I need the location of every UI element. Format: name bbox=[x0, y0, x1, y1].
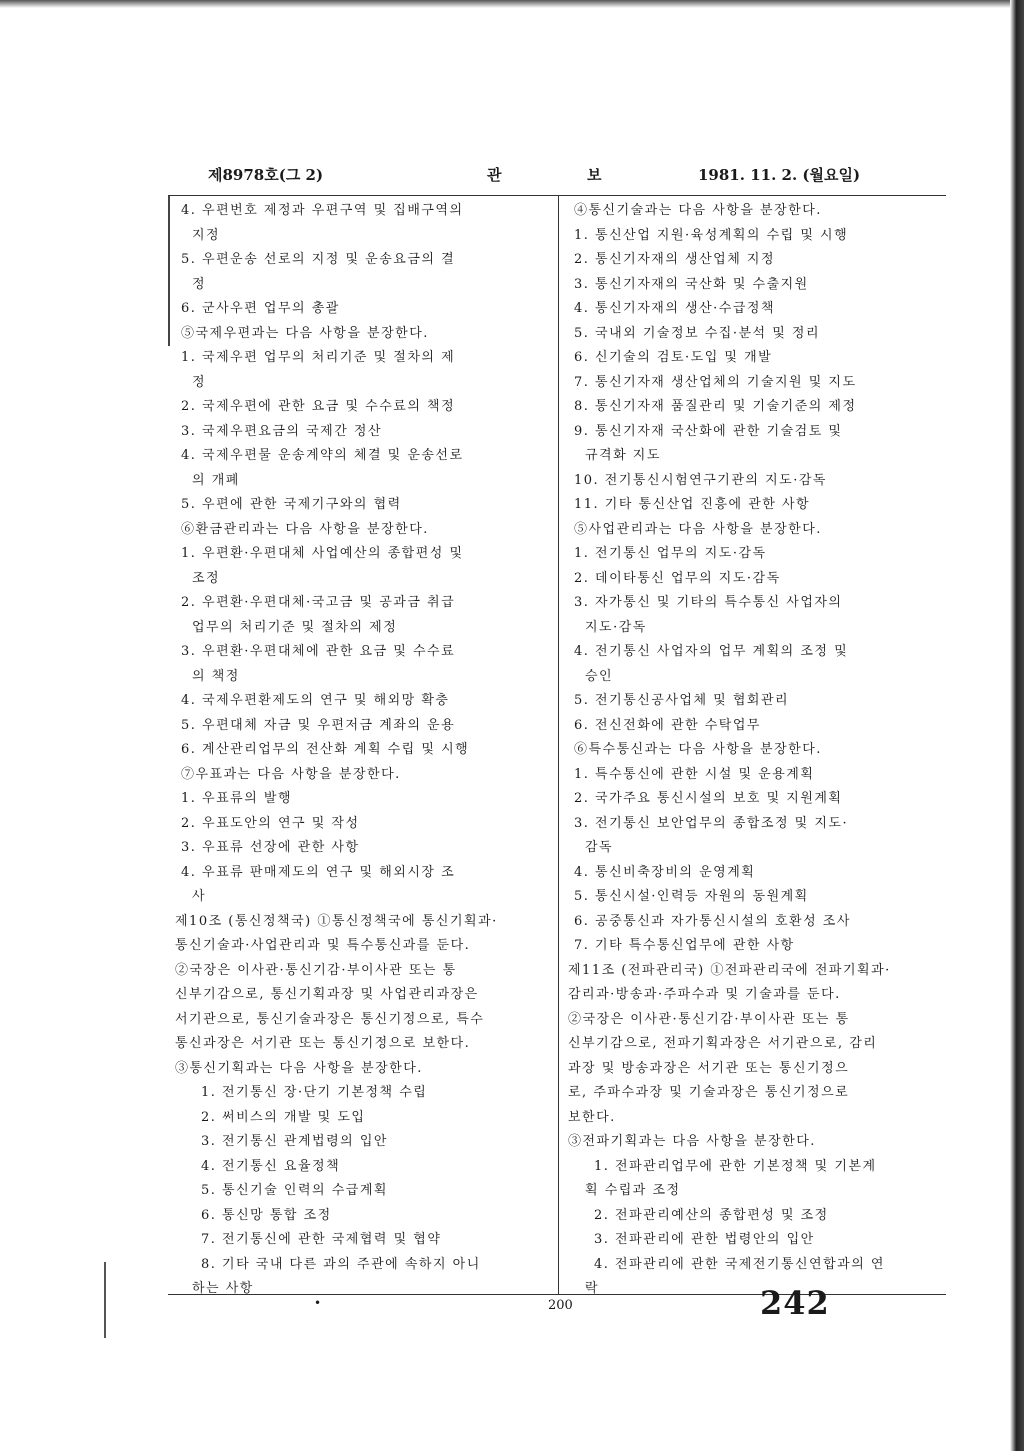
text-line: 4. 국제우편환제도의 연구 및 해외망 확충 bbox=[181, 693, 450, 708]
text-line: 5. 통신시설·인력등 자원의 동원계획 bbox=[574, 889, 809, 904]
text-line: 1. 전기통신 장·단기 기본정책 수립 bbox=[201, 1085, 428, 1100]
scan-edge-top bbox=[0, 0, 1024, 8]
text-line: 7. 기타 특수통신업무에 관한 사항 bbox=[574, 938, 795, 953]
text-line: 1. 전기통신 업무의 지도·감독 bbox=[574, 546, 767, 561]
text-line: 사 bbox=[192, 889, 207, 904]
text-line: 3. 자가통신 및 기타의 특수통신 사업자의 bbox=[574, 595, 843, 610]
text-frame bbox=[168, 195, 946, 1295]
text-line: 1. 국제우편 업무의 처리기준 및 절차의 제 bbox=[181, 350, 456, 365]
text-line: 3. 국제우편요금의 국제간 정산 bbox=[181, 423, 382, 439]
text-line: 3. 전기통신 관계법령의 입안 bbox=[201, 1134, 388, 1149]
text-line: 2. 전파관리예산의 종합편성 및 조정 bbox=[594, 1207, 829, 1223]
text-line: 과장 및 방송과장은 서기관 또는 통신기정으 bbox=[568, 1060, 850, 1076]
text-line: ③전파기획과는 다음 사항을 분장한다. bbox=[568, 1134, 816, 1149]
text-line: 5. 통신기술 인력의 수급계획 bbox=[201, 1183, 388, 1198]
text-line: 7. 전기통신에 관한 국제협력 및 협약 bbox=[201, 1232, 442, 1247]
text-line: 2. 우표도안의 연구 및 작성 bbox=[181, 815, 360, 831]
text-line: 정 bbox=[192, 374, 207, 390]
text-line: 2. 우편환·우편대체·국고금 및 공과금 취급 bbox=[181, 595, 456, 610]
text-line: 5. 우편운송 선로의 지정 및 운송요금의 결 bbox=[181, 252, 456, 267]
text-line: 9. 통신기자재 국산화에 관한 기술검토 및 bbox=[574, 423, 843, 439]
right-column bbox=[568, 199, 943, 1302]
text-line: 4. 국제우편물 운송계약의 체결 및 운송선로 bbox=[181, 448, 464, 463]
stamped-page-number: 242 bbox=[760, 1284, 830, 1322]
text-line: 6. 신기술의 검토·도입 및 개발 bbox=[574, 350, 773, 365]
text-line: 통신기술과·사업관리과 및 특수통신과를 둔다. bbox=[175, 938, 471, 953]
publication-date: 1981. 11. 2. (월요일) bbox=[698, 166, 861, 184]
text-line: 1. 특수통신에 관한 시설 및 운용계획 bbox=[574, 766, 815, 782]
text-line: 3. 통신기자재의 국산화 및 수출지원 bbox=[574, 276, 809, 292]
text-line: 6. 전신전화에 관한 수탁업무 bbox=[574, 717, 761, 733]
text-line: ②국장은 이사관·통신기감·부이사관 또는 통 bbox=[175, 962, 457, 978]
text-line: 제10조 (통신정책국) ①통신정책국에 통신기획과· bbox=[175, 913, 498, 929]
text-line: ⑥환금관리과는 다음 사항을 분장한다. bbox=[181, 521, 429, 537]
text-line: 획 수립과 조정 bbox=[585, 1183, 681, 1198]
text-line: 5. 국내외 기술정보 수집·분석 및 정리 bbox=[574, 325, 821, 341]
text-line: 제11조 (전파관리국) ①전파관리국에 전파기획과· bbox=[568, 962, 891, 978]
text-line: 통신과장은 서기관 또는 통신기정으로 보한다. bbox=[175, 1036, 471, 1051]
text-line: 2. 써비스의 개발 및 도입 bbox=[201, 1109, 366, 1125]
text-line: 승인 bbox=[585, 668, 614, 684]
text-line: 7. 통신기자재 생산업체의 기술지원 및 지도 bbox=[574, 374, 857, 390]
text-line: 감리과·방송과·주파수과 및 기술과를 둔다. bbox=[568, 987, 841, 1002]
text-line: 4. 전기통신 요율정책 bbox=[201, 1158, 341, 1174]
text-line: ⑥특수통신과는 다음 사항을 분장한다. bbox=[574, 742, 822, 757]
left-margin-rule bbox=[168, 196, 170, 346]
text-line: 감독 bbox=[585, 840, 614, 855]
issue-number: 제8978호(그 2) bbox=[208, 166, 324, 184]
footer-dot: • bbox=[314, 1296, 322, 1310]
text-line: 업무의 처리기준 및 절차의 제정 bbox=[192, 619, 398, 635]
text-line: ③통신기획과는 다음 사항을 분장한다. bbox=[175, 1060, 423, 1076]
text-line: 4. 우편번호 제정과 우편구역 및 집배구역의 bbox=[181, 203, 464, 218]
text-line: 신부기감으로, 전파기획과장은 서기관으로, 감리 bbox=[568, 1036, 878, 1051]
text-line: 서기관으로, 통신기술과장은 통신기정으로, 특수 bbox=[175, 1011, 485, 1027]
text-line: 신부기감으로, 통신기획과장 및 사업관리과장은 bbox=[175, 987, 479, 1002]
text-line: 1. 전파관리업무에 관한 기본정책 및 기본계 bbox=[594, 1158, 877, 1174]
text-line: 5. 우편에 관한 국제기구와의 협력 bbox=[181, 497, 402, 512]
text-line: 4. 전파관리에 관한 국제전기통신연합과의 연 bbox=[594, 1256, 885, 1272]
text-line: 6. 계산관리업무의 전산화 계획 수립 및 시행 bbox=[181, 742, 470, 757]
text-line: 3. 우표류 선장에 관한 사항 bbox=[181, 840, 360, 855]
text-line: 조정 bbox=[192, 570, 221, 586]
text-line: ⑤사업관리과는 다음 사항을 분장한다. bbox=[574, 521, 822, 537]
text-line: 3. 우편환·우편대체에 관한 요금 및 수수료 bbox=[181, 644, 456, 659]
text-line: 8. 기타 국내 다른 과의 주관에 속하지 아니 bbox=[201, 1256, 481, 1272]
text-line: 6. 통신망 통합 조정 bbox=[201, 1207, 332, 1223]
text-line: 의 개폐 bbox=[192, 472, 240, 488]
text-line: 5. 우편대체 자금 및 우편저금 계좌의 운용 bbox=[181, 717, 456, 733]
text-line: 의 책정 bbox=[192, 668, 240, 684]
text-line: 8. 통신기자재 품질관리 및 기술기준의 제정 bbox=[574, 399, 857, 414]
gazette-title-gwan: 관 bbox=[487, 166, 502, 184]
text-line: 3. 전기통신 보안업무의 종합조정 및 지도· bbox=[574, 815, 849, 831]
text-line: 1. 우편환·우편대체 사업예산의 종합편성 및 bbox=[181, 546, 464, 561]
text-line: 4. 전기통신 사업자의 업무 계획의 조정 및 bbox=[574, 644, 849, 659]
page-header bbox=[175, 160, 945, 190]
text-line: 3. 전파관리에 관한 법령안의 입안 bbox=[594, 1232, 815, 1247]
text-line: ④통신기술과는 다음 사항을 분장한다. bbox=[574, 203, 822, 218]
column-divider bbox=[558, 196, 559, 1294]
scan-edge-right bbox=[1010, 0, 1024, 1451]
text-line: 하는 사항 bbox=[192, 1281, 254, 1296]
text-line: 2. 국가주요 통신시설의 보호 및 지원계획 bbox=[574, 791, 843, 806]
text-line: 6. 공중통신과 자가통신시설의 호환성 조사 bbox=[574, 913, 851, 929]
text-line: 4. 통신비축장비의 운영계획 bbox=[574, 864, 756, 880]
text-line: 지정 bbox=[192, 227, 221, 243]
left-column bbox=[175, 199, 547, 1302]
page-number: 200 bbox=[548, 1298, 573, 1313]
text-line: 보한다. bbox=[568, 1109, 616, 1125]
text-line: 2. 데이타통신 업무의 지도·감독 bbox=[574, 570, 781, 586]
text-line: ②국장은 이사관·통신기감·부이사관 또는 통 bbox=[568, 1011, 850, 1027]
text-line: 1. 통신산업 지원·육성계획의 수립 및 시행 bbox=[574, 227, 849, 243]
text-line: 4. 통신기자재의 생산·수급정책 bbox=[574, 301, 775, 316]
text-line: 락 bbox=[585, 1281, 600, 1296]
text-line: 1. 우표류의 발행 bbox=[181, 791, 293, 806]
text-line: 지도·감독 bbox=[585, 619, 647, 635]
text-line: 정 bbox=[192, 276, 207, 292]
text-line: 6. 군사우편 업무의 총괄 bbox=[181, 301, 340, 316]
text-line: 규격화 지도 bbox=[585, 448, 661, 463]
text-line: 2. 통신기자재의 생산업체 지정 bbox=[574, 252, 775, 267]
text-line: 2. 국제우편에 관한 요금 및 수수료의 책정 bbox=[181, 399, 456, 414]
text-line: 로, 주파수과장 및 기술과장은 통신기정으로 bbox=[568, 1085, 850, 1100]
text-line: ⑤국제우편과는 다음 사항을 분장한다. bbox=[181, 325, 429, 341]
scan-margin-mark bbox=[104, 1262, 106, 1338]
text-line: 11. 기타 통신산업 진흥에 관한 사항 bbox=[574, 497, 811, 512]
text-line: 4. 우표류 판매제도의 연구 및 해외시장 조 bbox=[181, 864, 456, 880]
text-line: 5. 전기통신공사업체 및 협회관리 bbox=[574, 693, 790, 708]
text-line: 10. 전기통신시험연구기관의 지도·감독 bbox=[574, 472, 827, 488]
gazette-title-bo: 보 bbox=[587, 166, 602, 184]
text-line: ⑦우표과는 다음 사항을 분장한다. bbox=[181, 766, 401, 782]
